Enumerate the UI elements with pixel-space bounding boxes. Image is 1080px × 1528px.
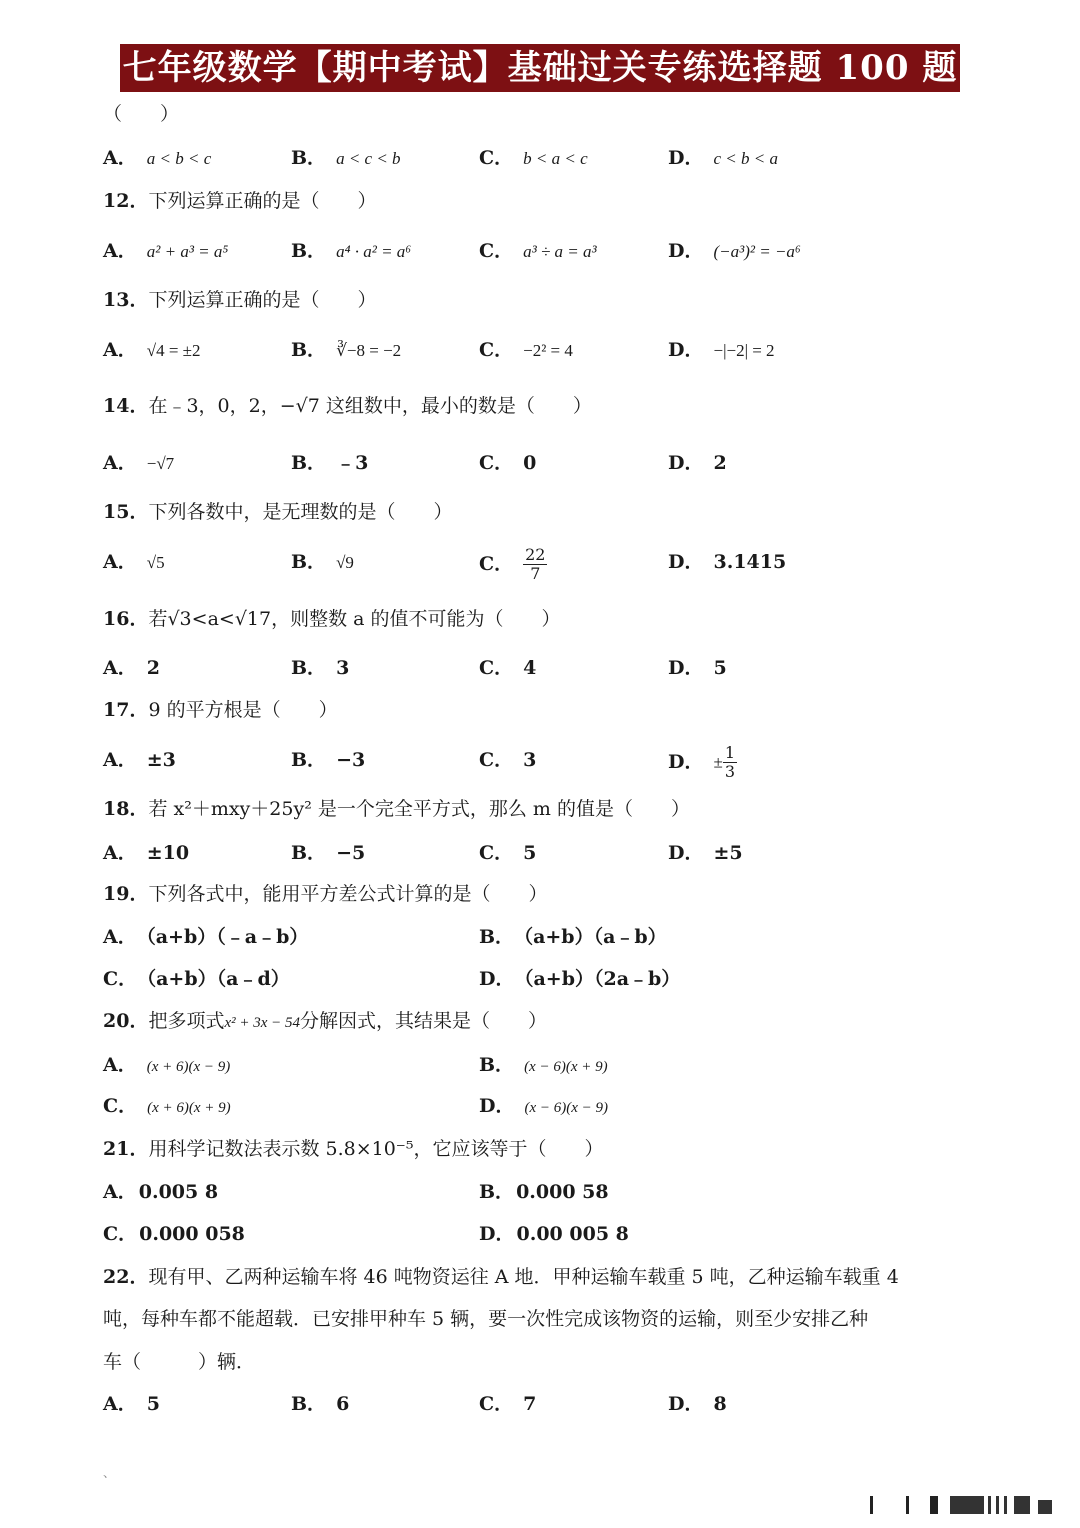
q19-stem bbox=[103, 878, 547, 910]
option-text: 3 bbox=[336, 657, 350, 679]
q11-options bbox=[103, 142, 1003, 174]
q13-options bbox=[103, 334, 1003, 366]
question-text: 在﹣3，0，2，−√7 这组数中，最小的数是（ ） bbox=[148, 395, 592, 417]
q19-options-row2 bbox=[103, 963, 1003, 995]
q13-option-c[interactable] bbox=[479, 334, 573, 367]
option-label: B． bbox=[479, 1054, 515, 1076]
option-text: （a+b）（﹣a﹣b） bbox=[136, 926, 309, 948]
option-text: a² + a³ = a⁵ bbox=[146, 242, 229, 261]
option-text: 0.000 58 bbox=[516, 1181, 609, 1203]
q17-options bbox=[103, 743, 1003, 781]
option-text: ±3 bbox=[146, 749, 176, 771]
option-label: A． bbox=[103, 1054, 137, 1076]
option-text: 4 bbox=[523, 657, 537, 679]
option-text: 5 bbox=[713, 657, 727, 679]
q14-option-d[interactable] bbox=[668, 447, 727, 479]
q20-option-b[interactable] bbox=[479, 1049, 608, 1083]
q17-option-d[interactable] bbox=[668, 744, 737, 781]
option-label: D． bbox=[668, 240, 704, 262]
q20-option-d[interactable] bbox=[479, 1090, 608, 1124]
option-label: A． bbox=[103, 240, 137, 262]
option-label: C． bbox=[103, 968, 138, 990]
option-label: B． bbox=[291, 551, 327, 573]
option-label: D． bbox=[479, 968, 515, 990]
footer-watermark-mark bbox=[868, 1494, 1058, 1516]
option-text: a < c < b bbox=[336, 149, 401, 168]
question-number: 16． bbox=[103, 608, 149, 630]
option-text: 0.000 058 bbox=[139, 1223, 245, 1245]
q15-option-c[interactable] bbox=[479, 546, 547, 583]
question-text: 现有甲、乙两种运输车将 46 吨物资运往 A 地．甲种运输车载重 5 吨，乙种运输车载重 4 bbox=[148, 1266, 899, 1288]
option-text: √5 bbox=[146, 553, 165, 572]
option-text: −5 bbox=[336, 842, 366, 864]
question-text: 下列运算正确的是（ ） bbox=[148, 289, 377, 311]
option-text: 6 bbox=[336, 1393, 350, 1415]
q20-options-row1 bbox=[103, 1049, 1003, 1081]
question-number: 15． bbox=[103, 501, 149, 523]
q22-stem-line1 bbox=[103, 1261, 899, 1293]
question-text: 下列运算正确的是（ ） bbox=[148, 190, 377, 212]
q13-option-b[interactable] bbox=[291, 334, 401, 367]
option-label: B． bbox=[291, 339, 327, 361]
option-label: D． bbox=[668, 1393, 704, 1415]
footer-dot: 、 bbox=[103, 1466, 116, 1480]
q14-stem bbox=[103, 390, 592, 422]
q16-option-c[interactable] bbox=[479, 652, 536, 684]
q15-option-d[interactable] bbox=[668, 546, 786, 578]
q22-options bbox=[103, 1388, 1003, 1420]
option-label: B． bbox=[479, 926, 515, 948]
q18-option-d[interactable] bbox=[668, 837, 743, 869]
question-text: 分解因式，其结果是（ ） bbox=[300, 1010, 548, 1032]
q14-option-a[interactable] bbox=[103, 447, 174, 480]
q20-option-a[interactable] bbox=[103, 1049, 230, 1083]
q12-option-d[interactable] bbox=[668, 235, 801, 268]
page-title: 七年级数学【期中考试】基础过关专练选择题 100 题 bbox=[122, 48, 958, 88]
question-number: 14． bbox=[103, 395, 149, 417]
option-label: A． bbox=[103, 452, 137, 474]
option-text: c < b < a bbox=[713, 149, 778, 168]
q21-stem bbox=[103, 1133, 603, 1165]
option-label: D． bbox=[479, 1223, 515, 1245]
fraction-denominator: 7 bbox=[530, 564, 541, 583]
q15-option-a[interactable] bbox=[103, 546, 165, 579]
question-number: 12． bbox=[103, 190, 149, 212]
q22-option-d[interactable] bbox=[668, 1388, 727, 1420]
question-text: 把多项式 bbox=[148, 1010, 225, 1032]
question-number: 13． bbox=[103, 289, 149, 311]
q17-option-a[interactable] bbox=[103, 744, 176, 776]
option-text: (x + 6)(x − 9) bbox=[146, 1059, 231, 1075]
q19-option-c[interactable] bbox=[103, 963, 290, 995]
question-text: 若√3<a<√17，则整数 a 的值不可能为（ ） bbox=[148, 608, 561, 630]
option-label: D． bbox=[668, 750, 704, 773]
option-label: C． bbox=[479, 552, 514, 575]
option-text: (−a³)² = −a⁶ bbox=[713, 242, 801, 261]
option-label: B． bbox=[291, 657, 327, 679]
fraction bbox=[523, 546, 547, 583]
q21-option-b[interactable] bbox=[479, 1176, 609, 1208]
q22-option-b[interactable] bbox=[291, 1388, 349, 1420]
q16-options bbox=[103, 652, 1003, 684]
option-label: B． bbox=[479, 1181, 515, 1203]
q15-options bbox=[103, 545, 1003, 583]
option-label: C． bbox=[479, 339, 514, 361]
fraction bbox=[723, 744, 737, 781]
q14-options bbox=[103, 447, 1003, 479]
option-text: （a+b）（a﹣b） bbox=[514, 926, 667, 948]
option-label: A． bbox=[103, 1181, 137, 1203]
option-text: 3 bbox=[523, 749, 537, 771]
q22-stem-line3: 车（ ）辆． bbox=[103, 1351, 256, 1373]
question-number: 19． bbox=[103, 883, 149, 905]
q17-option-c[interactable] bbox=[479, 744, 536, 776]
q21-options-row2 bbox=[103, 1218, 1003, 1250]
option-text: 7 bbox=[523, 1393, 537, 1415]
option-label: C． bbox=[479, 749, 514, 771]
q13-stem bbox=[103, 284, 376, 316]
option-text: 3.1415 bbox=[713, 551, 787, 573]
question-number: 20． bbox=[103, 1010, 149, 1032]
fraction-denominator: 3 bbox=[724, 762, 736, 781]
option-label: B． bbox=[291, 1393, 327, 1415]
option-text: a³ ÷ a = a³ bbox=[523, 242, 597, 261]
q15-option-b[interactable] bbox=[291, 546, 354, 579]
q22-stem-line2: 吨，每种车都不能超载．已安排甲种车 5 辆，要一次性完成该物资的运输，则至少安排乙种 bbox=[103, 1308, 869, 1330]
q20-options-row2 bbox=[103, 1090, 1003, 1122]
q13-option-a[interactable] bbox=[103, 334, 201, 367]
option-label: B． bbox=[291, 147, 327, 169]
q17-option-b[interactable] bbox=[291, 744, 365, 776]
q15-stem bbox=[103, 496, 452, 528]
q12-option-c[interactable] bbox=[479, 235, 597, 268]
option-text: ﹣3 bbox=[336, 452, 369, 474]
q11-option-b[interactable] bbox=[291, 142, 401, 175]
question-text: 下列各式中，能用平方差公式计算的是（ ） bbox=[148, 883, 548, 905]
page-title-banner bbox=[120, 44, 960, 92]
option-text: ±10 bbox=[146, 842, 190, 864]
q21-options-row1 bbox=[103, 1176, 1003, 1208]
option-text: a < b < c bbox=[146, 149, 212, 168]
option-text: b < a < c bbox=[523, 149, 588, 168]
q21-option-c[interactable] bbox=[103, 1218, 245, 1250]
option-label: A． bbox=[103, 147, 137, 169]
fraction-numerator: 1 bbox=[724, 743, 736, 762]
q16-option-b[interactable] bbox=[291, 652, 349, 684]
option-text: ∛−8 = −2 bbox=[336, 341, 402, 360]
option-text: （a+b）（a﹣d） bbox=[137, 968, 290, 990]
option-text: 5 bbox=[523, 842, 537, 864]
plus-minus-sign: ± bbox=[713, 752, 723, 772]
q19-option-b[interactable] bbox=[479, 921, 667, 953]
option-text: 2 bbox=[713, 452, 727, 474]
q19-options-row1 bbox=[103, 921, 1003, 953]
option-text: 0 bbox=[523, 452, 537, 474]
q19-option-d[interactable] bbox=[479, 963, 680, 995]
q12-option-b[interactable] bbox=[291, 235, 411, 268]
option-label: A． bbox=[103, 1393, 137, 1415]
option-label: D． bbox=[479, 1095, 515, 1117]
q18-stem bbox=[103, 793, 690, 825]
option-label: D． bbox=[668, 452, 704, 474]
option-text: （a+b）（2a﹣b） bbox=[514, 968, 681, 990]
option-text: ±5 bbox=[713, 842, 743, 864]
q16-option-a[interactable] bbox=[103, 652, 160, 684]
option-label: B． bbox=[291, 749, 327, 771]
q11-option-d[interactable] bbox=[668, 142, 778, 175]
q21-option-a[interactable] bbox=[103, 1176, 218, 1208]
q14-option-b[interactable] bbox=[291, 447, 368, 479]
option-text: −√7 bbox=[146, 454, 175, 473]
q13-option-d[interactable] bbox=[668, 334, 775, 367]
option-text: 2 bbox=[146, 657, 160, 679]
q14-option-c[interactable] bbox=[479, 447, 536, 479]
question-number: 17． bbox=[103, 699, 149, 721]
option-label: A． bbox=[103, 749, 137, 771]
q12-options bbox=[103, 235, 1003, 267]
option-label: A． bbox=[103, 657, 137, 679]
option-label: C． bbox=[479, 240, 514, 262]
question-text: 下列各数中，是无理数的是（ ） bbox=[148, 501, 453, 523]
option-label: A． bbox=[103, 926, 137, 948]
question-number: 18． bbox=[103, 798, 149, 820]
q11-tail: （ ） bbox=[103, 103, 180, 125]
option-text: √4 = ±2 bbox=[146, 341, 201, 360]
q18-option-b[interactable] bbox=[291, 837, 365, 869]
q18-option-c[interactable] bbox=[479, 837, 536, 869]
question-number: 22． bbox=[103, 1266, 149, 1288]
option-text: −3 bbox=[336, 749, 366, 771]
polynomial-expression: x² + 3x − 54 bbox=[224, 1015, 301, 1031]
question-number: 21． bbox=[103, 1138, 149, 1160]
q16-option-d[interactable] bbox=[668, 652, 727, 684]
option-text: 0.00 005 8 bbox=[516, 1223, 629, 1245]
option-label: C． bbox=[479, 1393, 514, 1415]
q12-option-a[interactable] bbox=[103, 235, 228, 268]
question-text: 9 的平方根是（ ） bbox=[148, 699, 338, 721]
option-label: B． bbox=[291, 240, 327, 262]
q17-stem bbox=[103, 694, 338, 726]
q22-option-c[interactable] bbox=[479, 1388, 536, 1420]
option-text: a⁴ · a² = a⁶ bbox=[336, 242, 412, 261]
q11-option-c[interactable] bbox=[479, 142, 588, 175]
option-label: A． bbox=[103, 842, 137, 864]
option-text: −|−2| = 2 bbox=[713, 341, 775, 360]
option-label: D． bbox=[668, 657, 704, 679]
q20-stem bbox=[103, 1005, 547, 1037]
option-text: (x − 6)(x + 9) bbox=[524, 1059, 608, 1075]
q19-option-a[interactable] bbox=[103, 921, 308, 953]
fraction-numerator: 22 bbox=[525, 545, 546, 564]
option-label: C． bbox=[103, 1095, 138, 1117]
q22-option-a[interactable] bbox=[103, 1388, 160, 1420]
option-label: D． bbox=[668, 147, 704, 169]
option-label: A． bbox=[103, 551, 137, 573]
q16-stem bbox=[103, 603, 561, 635]
q18-option-a[interactable] bbox=[103, 837, 189, 869]
option-text: −2² = 4 bbox=[523, 341, 573, 360]
option-label: C． bbox=[479, 657, 514, 679]
option-label: D． bbox=[668, 551, 704, 573]
q20-option-c[interactable] bbox=[103, 1090, 231, 1124]
option-text: √9 bbox=[336, 553, 354, 572]
option-text: (x − 6)(x − 9) bbox=[524, 1100, 609, 1116]
question-text: 用科学记数法表示数 5.8×10⁻⁵，它应该等于（ ） bbox=[148, 1138, 604, 1160]
option-label: D． bbox=[668, 842, 704, 864]
q18-options bbox=[103, 837, 1003, 869]
option-text: (x + 6)(x + 9) bbox=[147, 1100, 231, 1116]
option-label: C． bbox=[103, 1223, 138, 1245]
option-label: B． bbox=[291, 452, 327, 474]
option-text: 8 bbox=[713, 1393, 727, 1415]
option-label: C． bbox=[479, 452, 514, 474]
question-text: 若 x²＋mxy＋25y² 是一个完全平方式，那么 m 的值是（ ） bbox=[148, 798, 690, 820]
option-text: 5 bbox=[146, 1393, 160, 1415]
q21-option-d[interactable] bbox=[479, 1218, 629, 1250]
option-label: D． bbox=[668, 339, 704, 361]
option-label: B． bbox=[291, 842, 327, 864]
option-text: 0.005 8 bbox=[138, 1181, 219, 1203]
option-label: C． bbox=[479, 147, 514, 169]
option-label: A． bbox=[103, 339, 137, 361]
option-label: C． bbox=[479, 842, 514, 864]
q11-option-a[interactable] bbox=[103, 142, 211, 175]
q12-stem bbox=[103, 185, 376, 217]
